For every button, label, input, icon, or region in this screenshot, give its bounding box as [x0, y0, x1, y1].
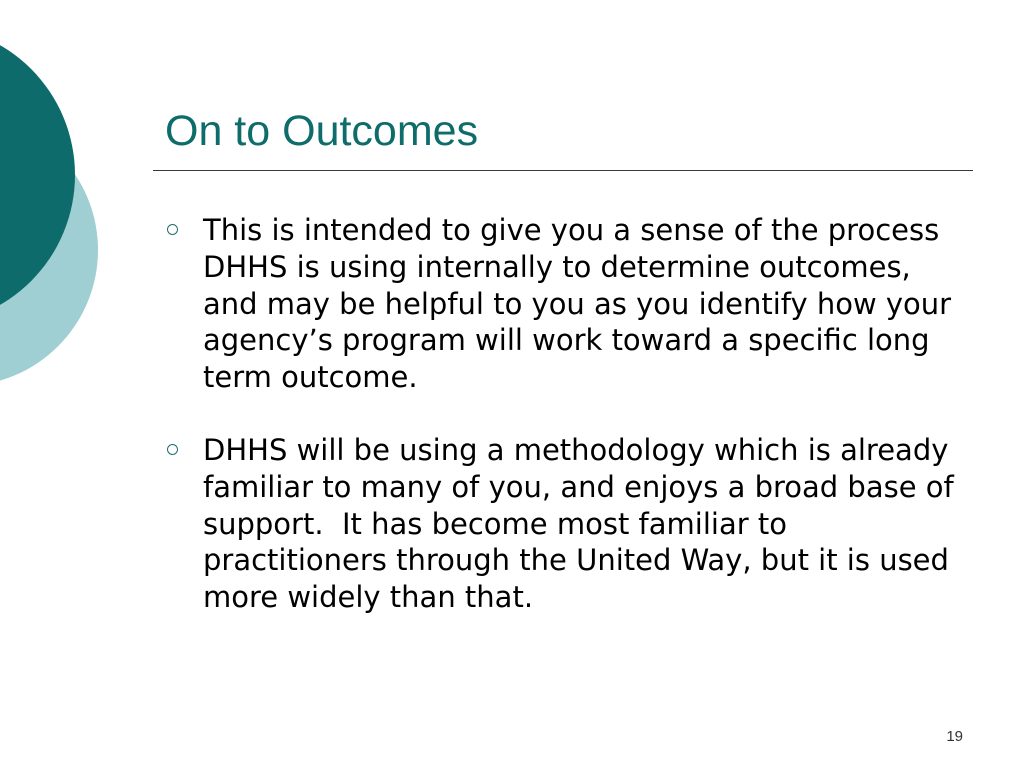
bullet-text: This is intended to give you a sense of the process DHHS is using internally to determine outcomes, and may be helpful to you as you identify how your agency’s program will work toward a specific long term outcome. [203, 213, 961, 395]
title-divider [153, 170, 973, 171]
bullet-item [160, 212, 965, 396]
bullet-text: DHHS will be using a methodology which is already familiar to many of you, and enjoys a broad base of support. It has become most familiar to practitioners through the United Way, but it is used more widely than that. [203, 432, 963, 615]
slide-title: On to Outcomes [165, 107, 479, 155]
slide-number: 19 [946, 728, 963, 745]
hollow-circle-bullet-icon [167, 224, 178, 235]
bullet-list [160, 212, 965, 652]
bullet-item [160, 432, 965, 616]
hollow-circle-bullet-icon [167, 444, 178, 455]
decorative-circles [0, 0, 120, 420]
